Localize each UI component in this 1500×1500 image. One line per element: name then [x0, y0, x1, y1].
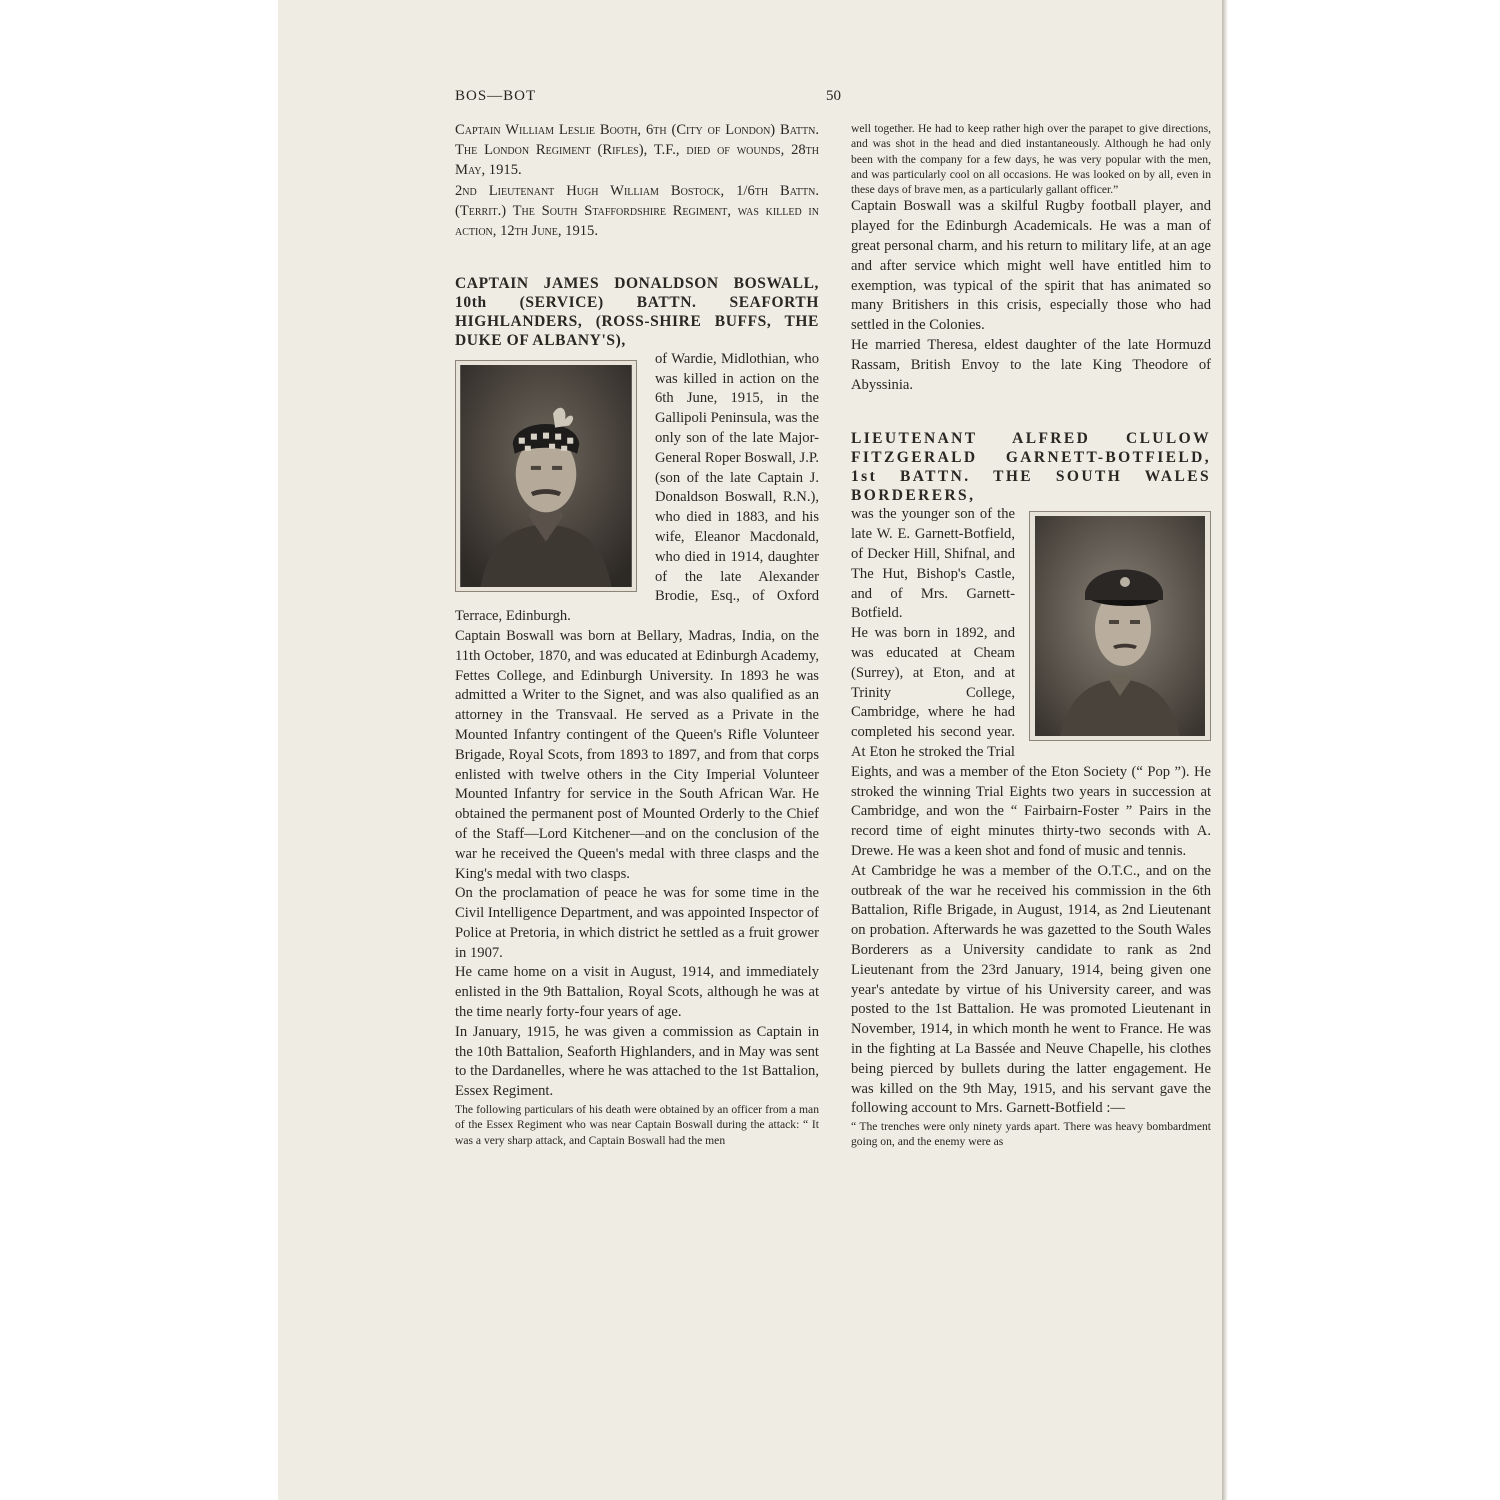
boswall-paragraph-6: Captain Boswall was a skilful Rugby football player, and played for the Edinburgh Academicals. He was a man of great personal charm, and his return to military life, at an age and after service which might well have entitled him to exemption, was typical of the spirit that has animated so many Britishers in this crisis, especially those who had settled in the Colonies.	[851, 198, 1211, 334]
boswall-paragraph-5: In January, 1915, he was given a commission as Captain in the 10th Battalion, Seaforth Highlanders, and in May was sent to the Dardanelles, where he was attached to the 1st Battalion, Essex Regiment.	[455, 1023, 819, 1100]
page-edge-shadow	[1222, 0, 1228, 1500]
botfield-servant-account: “ The trenches were only ninety yards apart. There was heavy bombardment going on, and the enemy were as	[851, 1120, 1211, 1149]
right-column	[851, 121, 1211, 1150]
left-column	[455, 121, 819, 1148]
boswall-paragraph-7: He married Theresa, eldest daughter of the late Hormuzd Rassam, British Envoy to the late King Theodore of Abyssinia.	[851, 337, 1211, 393]
running-head: BOS—BOT	[455, 88, 537, 104]
portrait-highlander-image	[460, 365, 632, 587]
boswall-paragraph-3: On the proclamation of peace he was for some time in the Civil Intelligence Department, and was appointed Inspector of Police at Pretoria, in which district he settled as a fruit grower in 1907.	[455, 885, 819, 961]
entry-bostock: 2nd Lieutenant Hugh William Bostock, 1/6th Battn. (Territ.) The South Staffordshire Regiment, was killed in action, 12th June, 1915.	[455, 183, 819, 239]
boswall-heading: CAPTAIN JAMES DONALDSON BOSWALL, 10th (SERVICE) BATTN. SEAFORTH HIGHLANDERS, (ROSS-SHIRE BUFFS, THE DUKE OF ALBANY'S),	[455, 274, 819, 349]
boswall-death-account: The following particulars of his death were obtained by an officer from a man of the Essex Regiment who was near Captain Boswall during the attack: “ It was a very sharp attack, and Captain Boswall had the men	[455, 1103, 819, 1147]
portrait-officer-image	[1034, 516, 1206, 736]
botfield-paragraph-1: was the younger son of the late W. E. Garnett-Botfield, of Decker Hill, Shifnal, and The Hut, Bishop's Castle, and of Mrs. Garnett-Botfield.	[851, 506, 1015, 622]
entry-booth: Captain William Leslie Booth, 6th (City of London) Battn. The London Regiment (Rifles), T.F., died of wounds, 28th May, 1915.	[455, 122, 819, 178]
botfield-portrait	[1029, 511, 1211, 741]
book-page	[278, 0, 1222, 1500]
botfield-paragraph-3: At Cambridge he was a member of the O.T.C., and on the outbreak of the war he received his commission in the 6th Battalion, Rifle Brigade, in August, 1914, as 2nd Lieutenant on probation. Afterwards he was gazetted to the South Wales Borderers as a University candidate to rank as 2nd Lieutenant from the 23rd January, 1914, being given one year's antedate by virtue of his University career, and was posted to the 1st Battalion. He was promoted Lieutenant in November, 1914, in which month he went to France. He was in the fighting at La Bassée and Neuve Chapelle, his clothes being pierced by bullets during the latter engagement. He was killed on the 9th May, 1915, and his servant gave the following account to Mrs. Garnett-Botfield :—	[851, 862, 1211, 1117]
page-number: 50	[826, 88, 841, 104]
botfield-paragraph-2: He was born in 1892, and was educated at Cheam (Surrey), at Eton, and at Trinity College, Cambridge, where he had completed his second year. At Eton he stroked the Trial Eights, and was a member of the Eton Society (“ Pop ”). He stroked the winning Trial Eights two years in succession at Cambridge, and won the “ Fairbairn-Foster ” Pairs in the record time of eight minutes thirty-two seconds with A. Drewe. He was a keen shot and fond of music and tennis.	[851, 625, 1211, 859]
boswall-portrait	[455, 360, 637, 592]
botfield-heading: LIEUTENANT ALFRED CLULOW FITZGERALD GARNETT-BOTFIELD, 1st BATTN. THE SOUTH WALES BORDERERS,	[851, 430, 1211, 505]
boswall-paragraph-4: He came home on a visit in August, 1914, and immediately enlisted in the 9th Battalion, Royal Scots, although he was at the time nearly forty-four years of age.	[455, 964, 819, 1021]
boswall-paragraph-1: of Wardie, Midlothian, who was killed in action on the 6th June, 1915, in the Gallipoli Peninsula, was the only son of the late Major-General Roper Boswall, J.P. (son of the late Captain J. Donaldson Boswall, R.N.), who died in 1883, and his wife, Eleanor Macdonald, who died in 1914, daughter of the late Alexander Brodie, Esq., of Oxford Terrace, Edinburgh.	[455, 350, 819, 625]
boswall-paragraph-2: Captain Boswall was born at Bellary, Madras, India, on the 11th October, 1870, and was educated at Edinburgh Academy, Fettes College, and Edinburgh University. In 1893 he was admitted a Writer to the Signet, and was also qualified as an attorney in the Transvaal. He served as a Private in the Mounted Infantry contingent of the Queen's Rifle Volunteer Brigade, Royal Scots, from 1893 to 1897, and from that corps enlisted with twelve others in the City Imperial Volunteer Mounted Infantry for service in the South African War. He obtained the permanent post of Mounted Orderly to the Chief of the Staff—Lord Kitchener—and on the conclusion of the war he received the Queen's medal with three clasps and the King's medal with two clasps.	[455, 627, 819, 882]
boswall-death-account-cont: well together. He had to keep rather high over the parapet to give directions, and was shot in the head and died instantaneously. Although he had only been with the company for a few days, he was very popular with the men, and was particularly cool on all occasions. He was looked on by all, even in these days of brave men, as a particularly gallant officer.”	[851, 122, 1211, 197]
